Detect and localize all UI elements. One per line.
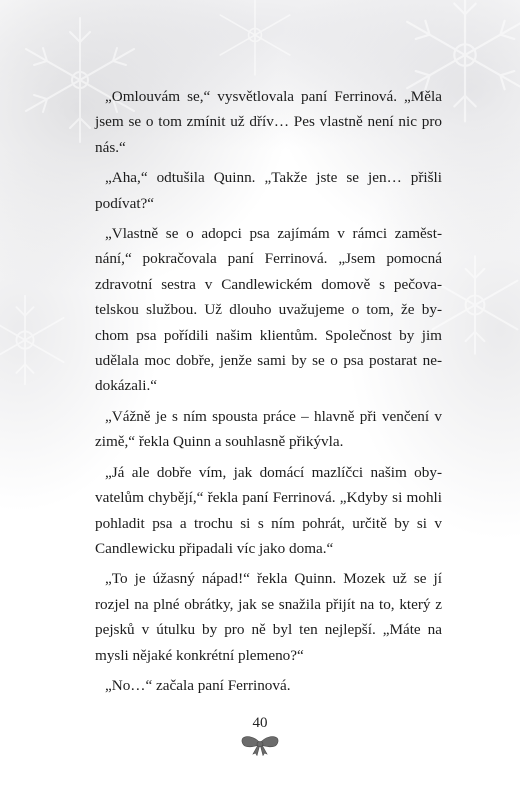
page-number: 40 <box>252 715 268 731</box>
snowflake-icon <box>0 290 75 390</box>
paragraph: „Aha,“ odtušila Quinn. „Takže jste se jen… přišli podívat?“ <box>95 169 442 212</box>
body-text <box>95 84 442 703</box>
paragraph: „To je úžasný nápad!“ řekla Quinn. Mozek už se jí rozjel na plné obrátky, jak se snažila přijít na to, který z pejsků v útulku by pro ně byl ten nejlepší. „Máte na mysli nějaké konkrétní plemeno?“ <box>95 570 442 664</box>
paragraph: „Vážně je s ním spousta práce – hlavně při venčení v zimě,“ řekla Quinn a souhlasně přikývla. <box>95 407 442 451</box>
snowflake-icon <box>210 0 300 80</box>
paragraph: „Vlastně se o adopci psa zajímám v rámci zaměstnání,“ pokračovala paní Ferrinová. „Jsem pomocná zdravotní sestra v Candlewickém domově s pečovatelskou službou. Už dlouho uvažujeme o tom, že bychom psa pořídili našim klientům. Společnost by jim udělala moc dobře, jenže sami by se o psa postarat nedokázali.“ <box>95 225 442 395</box>
paragraph: „No…“ začala paní Ferrinová. <box>105 676 291 694</box>
bow-icon <box>241 734 279 756</box>
paragraph: „Omlouvám se,“ vysvětlovala paní Ferrinová. „Měla jsem se o tom zmínit už dřív… Pes vlastně není nic pro nás.“ <box>95 88 442 156</box>
paragraph: „Já ale dobře vím, jak domácí mazlíčci našim obyvatelům chybějí,“ řekla paní Ferrinová. „Kdyby si mohli pohladit psa a trochu si s ním pohrát, určitě by si v Candlewicku připadali víc jako doma.“ <box>95 463 442 557</box>
